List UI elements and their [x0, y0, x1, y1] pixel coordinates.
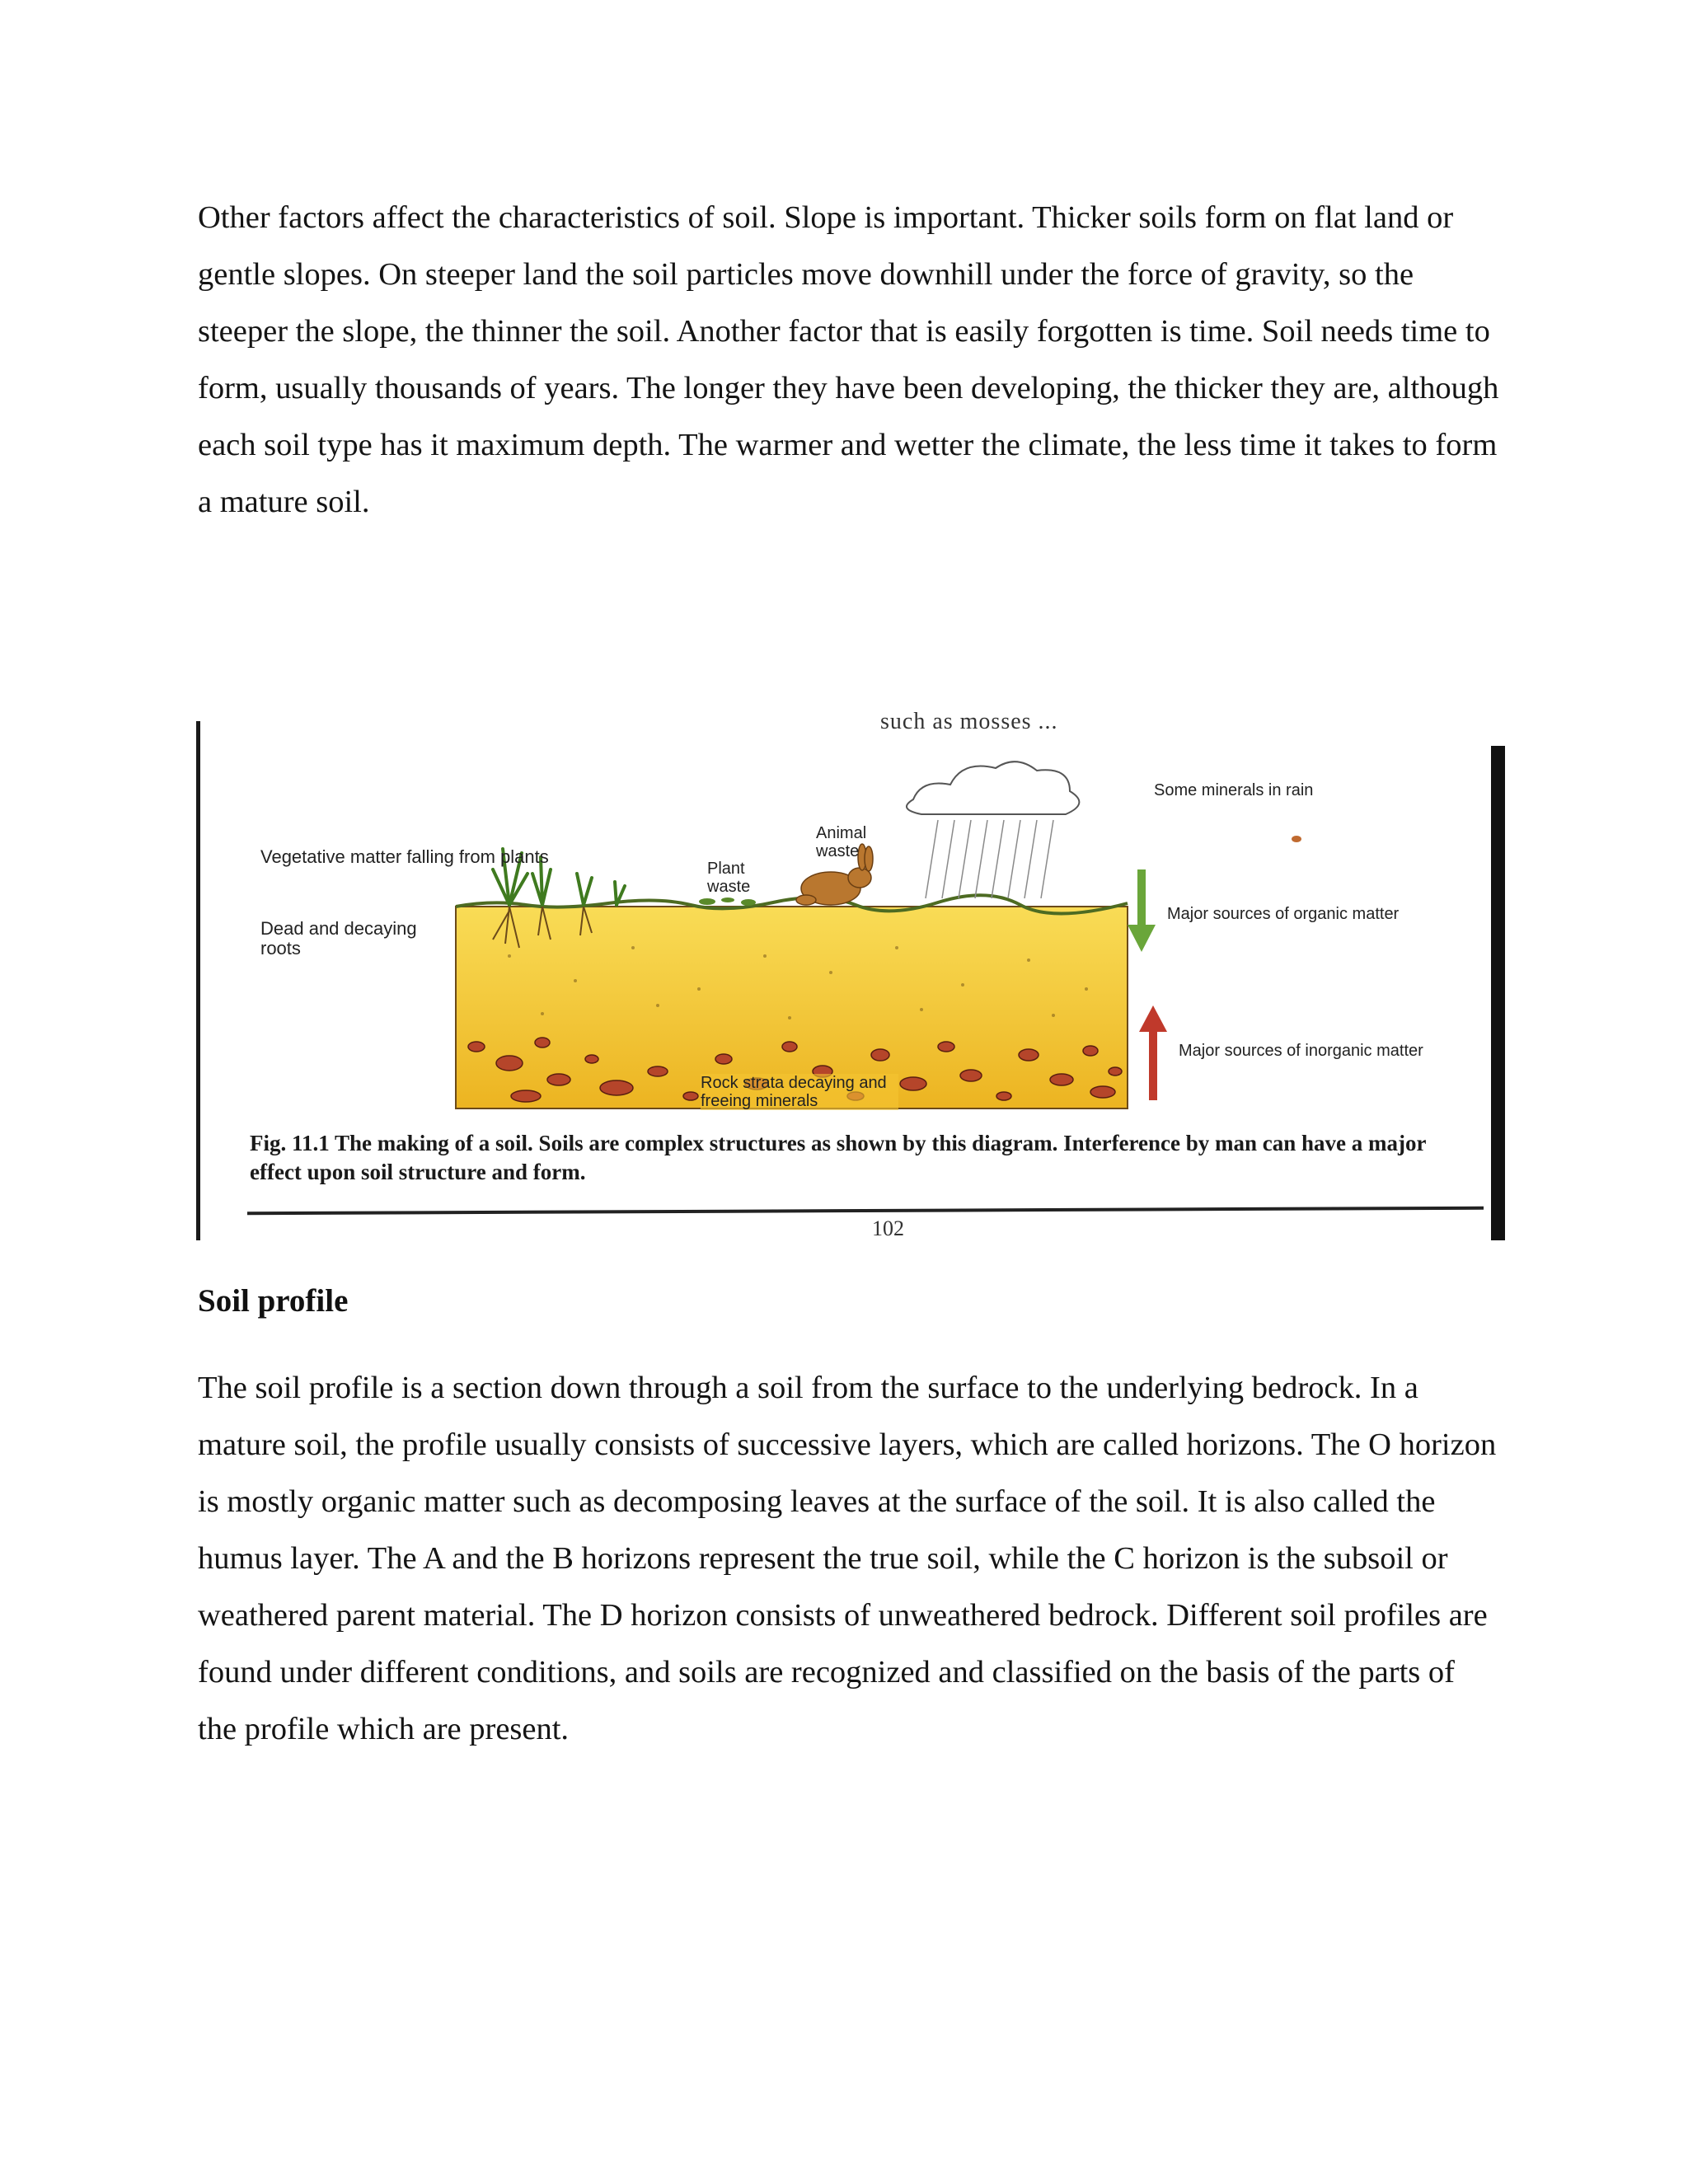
label-rain-minerals: Some minerals in rain [1154, 781, 1314, 799]
figure-top-scrap-text: such as mosses ... [880, 709, 1058, 734]
paragraph-soil-profile: The soil profile is a section down through a soil from the surface to the underlying bedrock. In a mature soil, the profile usually consists of successive layers, which are called horizons. The O horizon is mostly organic matter such as decomposing leaves at the surface of the soil. It is also called the humus layer. The A and the B horizons represent the true soil, while the C horizon is the subsoil or weathered parent material. The D horizon consists of unweathered bedrock. Different soil profiles are found under different conditions, and soils are recognized and classified on the basis of the parts of the profile which are present. [198, 1371, 1497, 1746]
label-plant-waste: Plant waste [707, 860, 751, 896]
label-vegetative-matter: Vegetative matter falling from plants [260, 846, 549, 867]
rain-lines [926, 820, 1053, 898]
figure-page-number: 102 [872, 1216, 904, 1240]
label-animal-waste: Animal waste [816, 824, 867, 860]
label-dead-roots: Dead and decaying roots [260, 918, 417, 958]
heading-soil-profile: Soil profile [198, 1283, 349, 1319]
figure-caption: Fig. 11.1 The making of a soil. Soils are complex structures as shown by this diagram. Interference by man can have a major effect upon soil structure and form. [250, 1131, 1427, 1184]
soil-formation-figure [196, 709, 1498, 1244]
mineral-mark [1292, 836, 1301, 842]
organic-arrow [1128, 869, 1156, 952]
plant-waste [699, 898, 756, 906]
inorganic-arrow [1139, 1005, 1167, 1100]
label-organic-sources: Major sources of organic matter [1167, 905, 1400, 923]
cloud [907, 762, 1079, 814]
label-inorganic-sources: Major sources of inorganic matter [1179, 1042, 1423, 1060]
paragraph-soil-factors: Other factors affect the characteristics of soil. Slope is important. Thicker soils form on flat land or gentle slopes. On steeper land the soil particles move downhill under the force of gravity, so the steeper the slope, the thinner the soil. Another factor that is easily forgotten is time. Soil needs time to form, usually thousands of years. The longer they have been developing, the thicker they are, although each soil type has it maximum depth. The warmer and wetter the climate, the less time it takes to form a mature soil. [198, 200, 1499, 519]
label-rock-strata: Rock strata decaying and freeing minerals [701, 1074, 898, 1110]
